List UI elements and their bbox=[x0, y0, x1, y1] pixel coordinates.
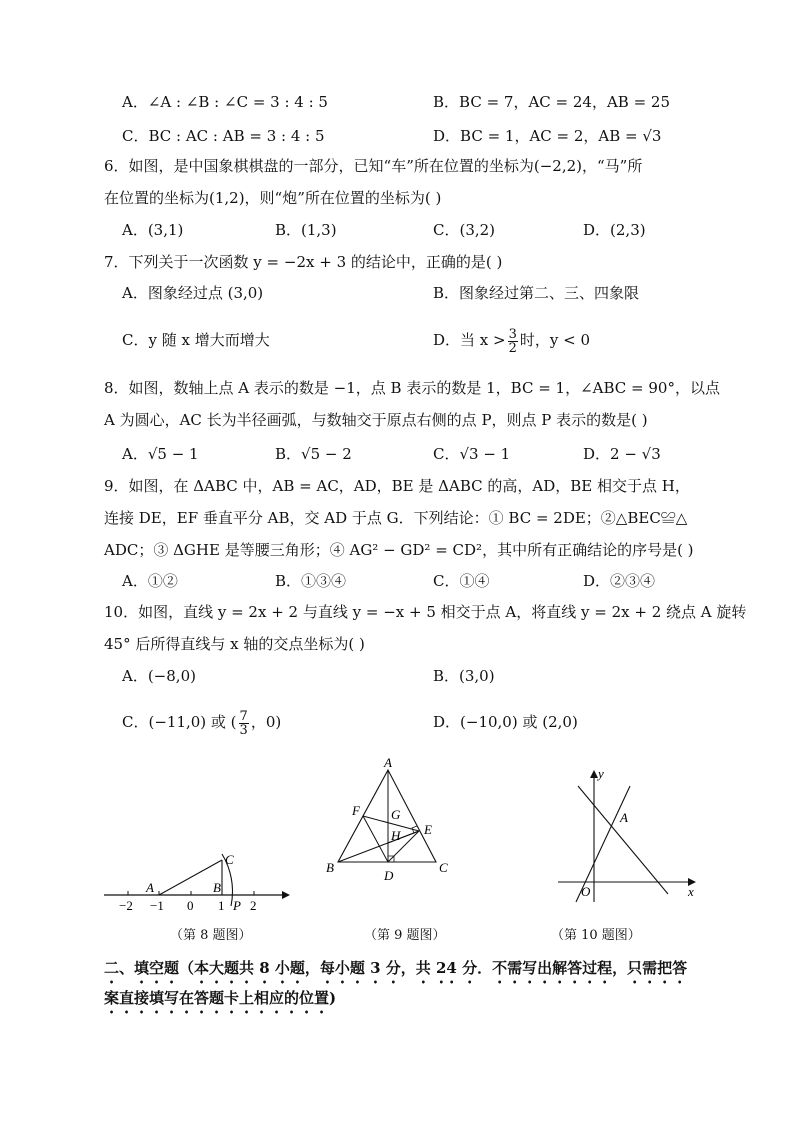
q6-option-b: B．(1,3) bbox=[275, 221, 337, 239]
figure-10-caption: （第 10 题图） bbox=[551, 928, 641, 943]
q10-option-d: D．(−10,0) 或 (2,0) bbox=[433, 713, 578, 731]
tick-label: 0 bbox=[187, 898, 194, 913]
q7-option-b: B．图象经过第二、三、四象限 bbox=[433, 284, 640, 302]
point-label-h: H bbox=[391, 828, 401, 843]
q9-stem-line1: 9．如图，在 ΔABC 中，AB = AC，AD，BE 是 ΔABC 的高，AD，BE 相交于点 H， bbox=[104, 477, 690, 495]
q10-option-c-suffix: ，0) bbox=[250, 713, 282, 731]
q6-option-c: C．(3,2) bbox=[433, 221, 496, 239]
q6-stem-line1: 6．如图，是中国象棋棋盘的一部分，已知“车”所在位置的坐标为(−2,2)，“马”所 bbox=[104, 157, 643, 175]
fraction bbox=[508, 328, 518, 355]
point-label-f: F bbox=[352, 803, 360, 818]
q5-option-b: B．BC = 7，AC = 24，AB = 25 bbox=[433, 93, 670, 111]
q8-option-d: D．2 − √3 bbox=[583, 445, 661, 463]
fraction bbox=[239, 710, 249, 737]
q6-option-a: A．(3,1) bbox=[122, 221, 184, 239]
point-label-a: A bbox=[620, 810, 628, 825]
section-2-heading-line2 bbox=[104, 984, 336, 1017]
figure-9-triangle bbox=[318, 756, 458, 886]
origin-label: O bbox=[581, 884, 591, 899]
q10-option-a: A．(−8,0) bbox=[122, 667, 196, 685]
q6-option-d: D．(2,3) bbox=[583, 221, 646, 239]
q8-option-a: A．√5 − 1 bbox=[122, 445, 199, 463]
arrow-icon bbox=[282, 891, 290, 899]
q10-stem-line1: 10．如图，直线 y = 2x + 2 与直线 y = −x + 5 相交于点 A，将直线 y = 2x + 2 绕点 A 旋转 bbox=[104, 603, 747, 621]
q7-option-d-prefix: D．当 x > bbox=[433, 331, 506, 349]
q10-stem-line2: 45° 后所得直线与 x 轴的交点坐标为( ) bbox=[104, 635, 365, 653]
tick-label: 1 bbox=[218, 898, 225, 913]
q9-stem-line3: ADC；③ ΔGHE 是等腰三角形；④ AG² − GD² = CD²，其中所有正确结论的序号是( ) bbox=[104, 541, 694, 559]
point-label-d: D bbox=[384, 868, 394, 883]
q8-stem-line1: 8．如图，数轴上点 A 表示的数是 −1，点 B 表示的数是 1，BC = 1，∠ABC = 90°，以点 bbox=[104, 379, 720, 397]
q7-option-d bbox=[433, 322, 590, 358]
point-label-c: C bbox=[439, 860, 448, 875]
segment-fd bbox=[363, 816, 388, 862]
q10-option-c bbox=[122, 704, 281, 740]
q8-stem-line2: A 为圆心，AC 长为半径画弧，与数轴交于原点右侧的点 P，则点 P 表示的数是( ) bbox=[104, 411, 648, 429]
point-label-c: C bbox=[225, 852, 234, 867]
q7-stem: 7．下列关于一次函数 y = −2x + 3 的结论中，正确的是( ) bbox=[104, 253, 503, 271]
point-label-a: A bbox=[384, 756, 392, 770]
q5-option-c: C．BC : AC : AB = 3 : 4 : 5 bbox=[122, 127, 325, 145]
q7-option-d-suffix: 时，y < 0 bbox=[519, 331, 590, 349]
point-label-a: A bbox=[146, 880, 154, 895]
q10-option-c-prefix: C．(−11,0) 或 ( bbox=[122, 713, 237, 731]
section-2-heading-text: 案直接填写在答题卡上相应的位置) bbox=[104, 989, 337, 1007]
fraction-numerator: 7 bbox=[239, 708, 248, 724]
point-label-p: P bbox=[233, 898, 241, 913]
q6-stem-line2: 在位置的坐标为(1,2)，则“炮”所在位置的坐标为( ) bbox=[104, 189, 442, 207]
fraction-denominator: 2 bbox=[508, 340, 517, 356]
tick-label: −2 bbox=[119, 898, 133, 913]
point-label-e: E bbox=[424, 822, 432, 837]
point-label-b: B bbox=[326, 860, 334, 875]
q5-option-d: D．BC = 1，AC = 2，AB = √3 bbox=[433, 127, 662, 145]
axis-label-y: y bbox=[598, 766, 604, 781]
section-2-heading-line1 bbox=[104, 954, 687, 987]
q10-option-b: B．(3,0) bbox=[433, 667, 495, 685]
figure-9-caption: （第 9 题图） bbox=[364, 928, 446, 943]
q8-option-b: B．√5 − 2 bbox=[275, 445, 352, 463]
q9-stem-line2: 连接 DE，EF 垂直平分 AB，交 AD 于点 G．下列结论：① BC = 2DE；②△BEC≌△ bbox=[104, 509, 688, 527]
section-2-heading-text: 二、填空题（本大题共 8 小题，每小题 3 分，共 24 分．不需写出解答过程，只需把答 bbox=[104, 959, 688, 977]
arrow-icon bbox=[590, 770, 598, 778]
q9-option-c: C．①④ bbox=[433, 572, 490, 590]
q9-option-d: D．②③④ bbox=[583, 572, 656, 590]
q8-option-c: C．√3 − 1 bbox=[433, 445, 511, 463]
q5-option-a: A．∠A : ∠B : ∠C = 3 : 4 : 5 bbox=[122, 93, 328, 111]
q7-option-a: A．图象经过点 (3,0) bbox=[122, 284, 264, 302]
figure-8-number-line bbox=[100, 848, 290, 918]
q7-option-c: C．y 随 x 增大而增大 bbox=[122, 331, 270, 349]
figure-8-caption: （第 8 题图） bbox=[170, 928, 252, 943]
q9-option-a: A．①② bbox=[122, 572, 178, 590]
tick-label: −1 bbox=[150, 898, 164, 913]
q9-option-b: B．①③④ bbox=[275, 572, 347, 590]
fraction-denominator: 3 bbox=[239, 722, 248, 738]
point-label-b: B bbox=[213, 880, 221, 895]
figure-10-coordinate-plot bbox=[550, 766, 700, 906]
point-label-g: G bbox=[391, 807, 401, 822]
axis-label-x: x bbox=[688, 884, 694, 899]
tick-label: 2 bbox=[250, 898, 257, 913]
fraction-numerator: 3 bbox=[508, 326, 517, 342]
